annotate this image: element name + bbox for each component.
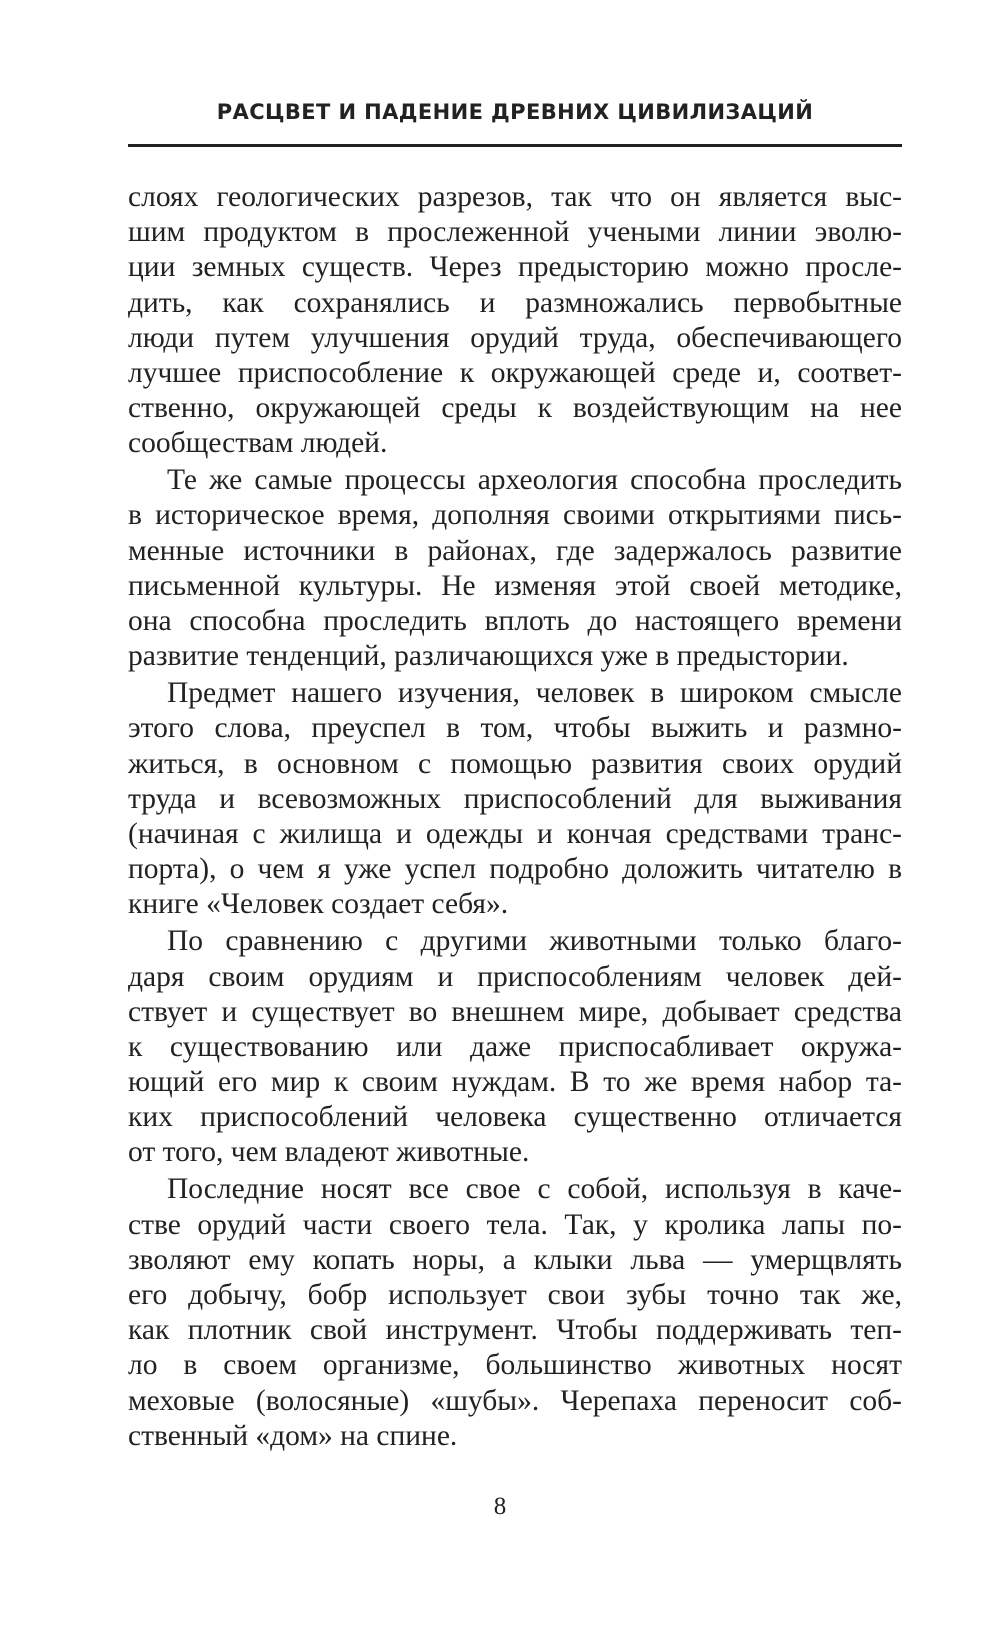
text-line: ющий его мир к своим нуждам. В то же время набор та- xyxy=(128,1066,902,1099)
text-line: Те же самые процессы археология способна проследить xyxy=(167,464,902,497)
text-line: житься, в основном с помощью развития своих орудий xyxy=(128,747,902,780)
text-line: лучшее приспособление к окружающей среде и, соответ- xyxy=(128,356,902,389)
text-line: труда и всевозможных приспособлений для выживания xyxy=(128,782,902,815)
text-line: его добычу, бобр использует свои зубы точно так же, xyxy=(128,1279,902,1311)
text-line: (начиная с жилища и одежды и кончая средствами транс- xyxy=(128,817,902,850)
text-line: в историческое время, дополняя своими открытиями пись- xyxy=(128,499,902,532)
running-title: РАСЦВЕТ И ПАДЕНИЕ ДРЕВНИХ ЦИВИЛИЗАЦИЙ xyxy=(216,100,814,124)
text-line: стве орудий части своего тела. Так, у кролика лапы по- xyxy=(128,1208,902,1241)
paragraph xyxy=(128,1172,902,1454)
text-line: к существованию или даже приспосабливает окружа- xyxy=(128,1030,902,1063)
text-line: она способна проследить вплоть до настоящего времени xyxy=(128,605,902,638)
text-line: ких приспособлений человека существенно отличается xyxy=(128,1101,902,1134)
paragraph xyxy=(128,463,902,674)
text-line: сообществам людей. xyxy=(128,427,388,460)
paragraph xyxy=(128,924,902,1170)
text-line: книге «Человек создает себя». xyxy=(128,888,509,921)
text-line: менные источники в районах, где задержалось развитие xyxy=(128,534,902,567)
text-line: Предмет нашего изучения, человек в широком смысле xyxy=(167,677,902,710)
paragraph xyxy=(128,676,902,922)
text-line: ственно, окружающей среды к воздействующим на нее xyxy=(128,392,902,425)
text-line: развитие тенденций, различающихся уже в предыстории. xyxy=(128,640,849,673)
text-line: По сравнению с другими животными только благо- xyxy=(167,925,902,958)
text-line: шим продуктом в прослеженной учеными линии эволю- xyxy=(128,216,902,249)
text-line: меховые (волосяные) «шубы». Черепаха переносит соб- xyxy=(128,1384,902,1417)
text-line: дить, как сохранялись и размножались первобытные xyxy=(128,286,902,319)
text-line: от того, чем владеют животные. xyxy=(128,1136,530,1169)
text-line: ственный «дом» на спине. xyxy=(128,1419,458,1452)
text-line: ции земных существ. Через предысторию можно просле- xyxy=(128,251,902,284)
paragraph xyxy=(128,180,902,462)
text-line: как плотник свой инструмент. Чтобы поддерживать теп- xyxy=(128,1314,902,1347)
page-number: 8 xyxy=(493,1493,507,1520)
text-line: ствует и существует во внешнем мире, добывает средства xyxy=(128,995,902,1028)
header-rule xyxy=(128,144,902,147)
text-line: Последние носят все свое с собой, используя в каче- xyxy=(167,1173,902,1206)
text-line: слоях геологических разрезов, так что он является выс- xyxy=(128,181,902,213)
text-line: люди путем улучшения орудий труда, обеспечивающего xyxy=(128,321,902,354)
text-line: ло в своем организме, большинство животных носят xyxy=(128,1349,902,1382)
body-text xyxy=(128,180,902,1454)
text-line: зволяют ему копать норы, а клыки льва — умерщвлять xyxy=(128,1243,902,1276)
text-line: этого слова, преуспел в том, чтобы выжить и размно- xyxy=(128,712,902,745)
text-line: письменной культуры. Не изменяя этой своей методике, xyxy=(128,569,902,602)
text-line: даря своим орудиям и приспособлениям человек дей- xyxy=(128,960,902,993)
text-line: порта), о чем я уже успел подробно доложить читателю в xyxy=(128,853,902,886)
